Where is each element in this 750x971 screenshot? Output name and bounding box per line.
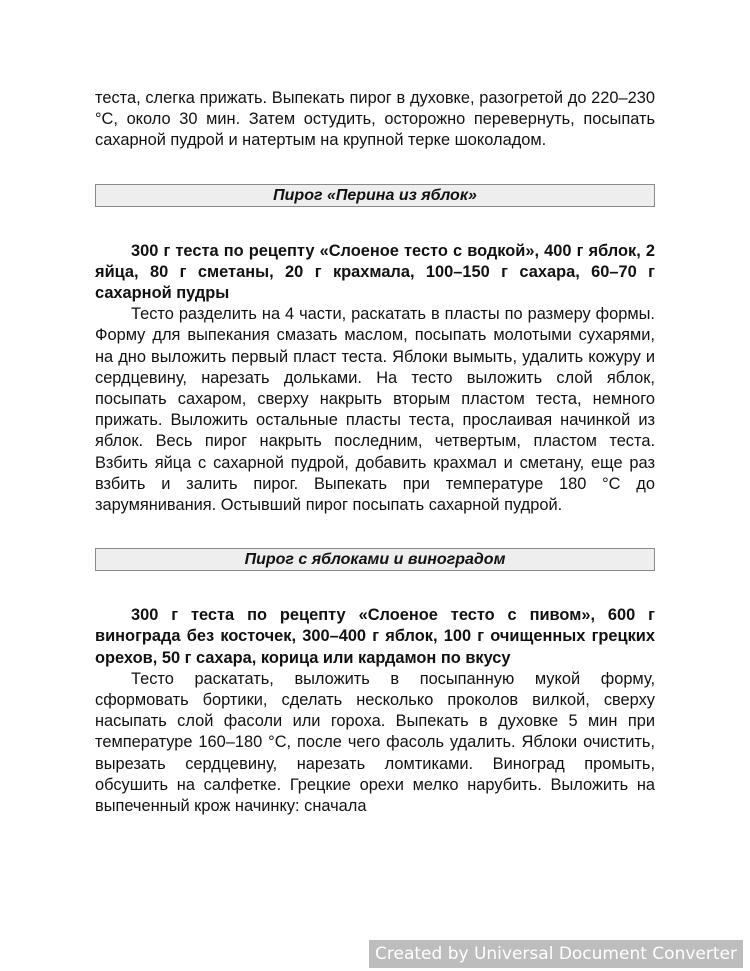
recipe-method: Тесто раскатать, выложить в посыпанную мукой форму, сформовать бортики, сделать несколько проколов вилкой, сверху насыпать слой фасоли или гороха. Выпекать в духовке 5 мин при температуре 160–180 °C, после чего фасоль удалить. Яблоки очистить, вырезать сердцевину, нарезать ломтиками. Виноград промыть, обсушить на салфетке. Грецкие орехи мелко нарубить. Выложить на выпеченный крож начинку: сначала xyxy=(95,669,655,816)
spacer xyxy=(95,207,655,241)
recipe-title-apple-feather-pie: Пирог «Перина из яблок» xyxy=(95,184,655,207)
spacer xyxy=(95,516,655,548)
recipe-title-apple-grape-pie: Пирог с яблоками и виноградом xyxy=(95,548,655,571)
spacer xyxy=(95,571,655,605)
recipe-method: Тесто разделить на 4 части, раскатать в пласты по размеру формы. Форму для выпекания смазать маслом, посыпать молотыми сухарями, на дно выложить первый пласт теста. Яблоки вымыть, удалить кожуру и сердцевину, нарезать дольками. На тесто выложить слой яблок, посыпать сахаром, сверху накрыть вторым пластом теста, немного прижать. Выложить остальные пласты теста, прослаивая начинкой из яблок. Весь пирог накрыть последним, четвертым, пластом теста. Взбить яйца с сахарной пудрой, добавить крахмал и сметану, еще раз взбить и залить пирог. Выпекать при температуре 180 °C до зарумянивания. Остывший пирог посыпать сахарной пудрой. xyxy=(95,305,655,515)
intro-paragraph: теста, слегка прижать. Выпекать пирог в духовке, разогретой до 220–230 °C, около 30 мин. Затем остудить, осторожно перевернуть, посыпать сахарной пудрой и натертым на крупной терке шоколадом. xyxy=(95,89,655,150)
recipe-ingredients: 300 г теста по рецепту «Слоеное тесто с пивом», 600 г винограда без косточек, 300–400 г яблок, 100 г очищенных грецких орехов, 50 г сахара, корица или кардамон по вкусу xyxy=(95,606,655,667)
converter-watermark: Created by Universal Document Converter xyxy=(369,940,743,968)
spacer xyxy=(95,152,655,184)
recipe-ingredients: 300 г теста по рецепту «Слоеное тесто с водкой», 400 г яблок, 2 яйца, 80 г сметаны, 20 г крахмала, 100–150 г сахара, 60–70 г сахарной пудры xyxy=(95,241,655,303)
document-page xyxy=(95,88,655,817)
